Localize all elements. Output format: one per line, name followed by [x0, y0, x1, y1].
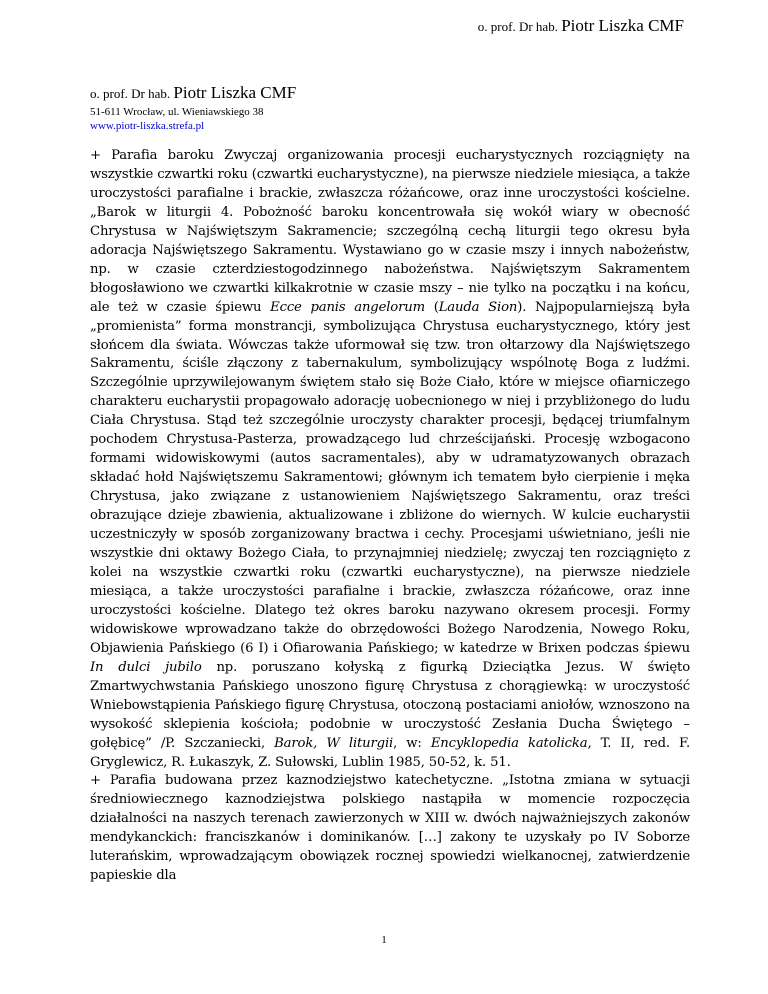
italic-text-run: Ecce panis angelorum — [270, 299, 425, 315]
text-run: np. poruszano kołyską z figurką Dzieciątka Jezus. W święto Zmartwychwstania Pańskiego unoszono figurę Chrystusa z chorągiewką: w uroczystość Wniebowstąpienia Pańskiego figurę Chrystusa, otoczoną postaciami aniołów, wznoszono na wysokość sklepienia kościoła; podobnie w uroczystość Zesłania Ducha Świętego – gołębicę” /P. Szczaniecki, — [90, 659, 690, 751]
running-header — [478, 16, 684, 36]
text-run: , w: — [393, 735, 431, 751]
italic-text-run: In dulci jubilo — [90, 659, 202, 675]
author-block — [90, 84, 690, 133]
header-prefix: o. prof. Dr hab. — [477, 19, 558, 34]
italic-text-run: Encyklopedia katolicka — [430, 735, 588, 751]
text-run: ). Najpopularniejszą była „promienista” forma monstrancji, symbolizująca Chrystusa eucharystycznego, który jest słońcem dla świata. Wówczas także uformował się tzw. tron ołtarzowy dla Najświętszego Sakramentu, ściśle złączony z tabernakulum, symbolizujący wspólnotę Boga z ludźmi. Szczególnie uprzywilejowanym świętem stało się Boże Ciało, które w miejsce ofiarniczego charakteru eucharystii propagowało adorację uobecnionego w niej i przybliżonego do ludu Ciała Chrystusa. Stąd też szczególnie uroczysty charakter procesji, będącej triumfalnym pochodem Chrystusa-Pasterza, prowadzącego lud chrześcijański. Procesję wzbogacono formami widowiskowymi (autos sacramentales), aby w udramatyzowanych obrazach składać hołd Najświętszemu Sakramentowi; głównym ich tematem było cierpienie i męka Chrystusa, jako związane z ustanowieniem Najświętszego Sakramentu, oraz treści obrazujące dzieje zbawienia, aktualizowane i zbliżone do wiernych. W kulcie eucharystii uczestniczyły w sposób zorganizowany bractwa i cechy. Procesjami uświetniano, jeśli nie wszystkie dni oktawy Bożego Ciała, to przynajmniej niedzielę; zwyczaj ten rozciągnięto z kolei na wszystkie czwartki roku (czwartki eucharystyczne), na pierwsze niedziele miesiąca, a także uroczystości parafialne i brackie, zwłaszcza różańcowe, oraz inne uroczystości kościelne. Dlatego też okres baroku nazywano okresem procesji. Formy widowiskowe wprowadzano także do obrzędowości Bożego Narodzenia, Nowego Roku, Objawienia Pańskiego (6 I) i Ofiarowania Pańskiego; w katedrze w Brixen podczas śpiewu — [90, 299, 690, 656]
italic-text-run: Lauda Sion — [438, 299, 518, 315]
body-paragraph — [90, 772, 690, 886]
author-website-link[interactable]: www.piotr-liszka.strefa.pl — [90, 120, 205, 132]
text-run: ( — [424, 299, 439, 315]
body-paragraph — [90, 147, 690, 772]
text-run: + Parafia budowana przez kaznodziejstwo katechetyczne. „Istotna zmiana w sytuacji średniowiecznego kaznodziejstwa polskiego nastąpiła w momencie rozpoczęcia działalności na naszych terenach zawierzonych w XIII w. dwóch najważniejszych zakonów mendykanckich: franciszkanów i dominikanów. […] zakony te uzyskały po IV Soborze luterańskim, wprowadzającym obowiązek rocznej spowiedzi wielkanocnej, zatwierdzenie papieskie dla — [90, 773, 690, 884]
author-name: Piotr Liszka CMF — [173, 83, 297, 102]
author-address: 51-611 Wrocław, ul. Wieniawskiego 38 — [90, 106, 264, 118]
author-line — [90, 84, 690, 103]
author-prefix: o. prof. Dr hab. — [90, 86, 171, 101]
italic-text-run: Barok, W liturgii — [274, 735, 394, 751]
header-author-name: Piotr Liszka CMF — [561, 16, 684, 35]
text-run: + Parafia baroku Zwyczaj organizowania procesji eucharystycznych rozciągnięty na wszystkie czwartki roku (czwartki eucharystyczne), na pierwsze niedziele miesiąca, a także uroczystości parafialne i brackie, zwłaszcza różańcowe, oraz inne uroczystości kościelne. „Barok w liturgii 4. Pobożność baroku koncentrowała się wokół wiary w obecność Chrystusa w Najświętszym Sakramencie; szczególną cechą liturgii tego okresu była adoracja Najświętszego Sakramentu. Wystawiano go w czasie mszy i innych nabożeństw, np. w czasie czterdziestogodzinnego nabożeństwa. Najświętszym Sakramentem błogosławiono we czwartki kilkakrotnie w czasie mszy – nie tylko na początku i na końcu, ale też w czasie śpiewu — [90, 148, 690, 315]
page-number: 1 — [381, 934, 387, 946]
text-run: , T. II, red. F. Gryglewicz, R. Łukaszyk, Z. Sułowski, Lublin 1985, 50-52, k. 51. — [90, 735, 691, 770]
body-text — [90, 147, 690, 886]
